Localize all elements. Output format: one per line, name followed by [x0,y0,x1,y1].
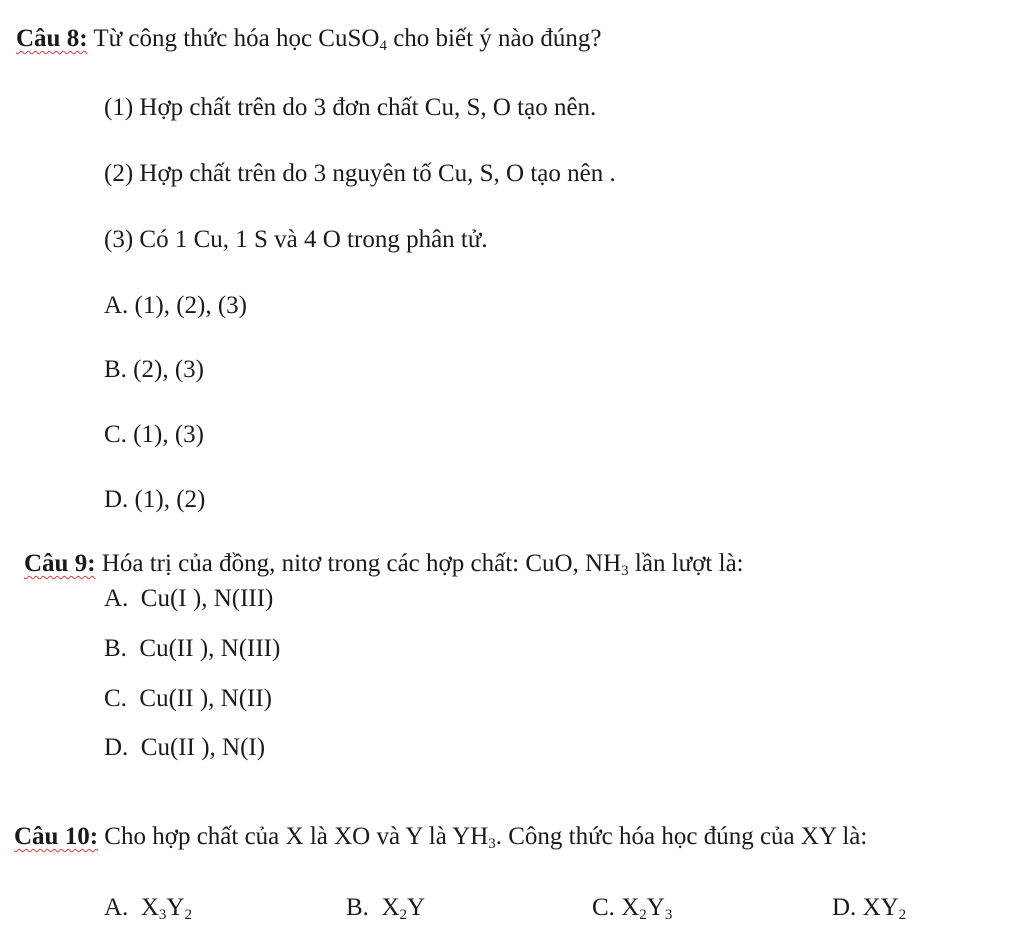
q9-stem-text: Hóa trị của đồng, nitơ trong các hợp chất: CuO, $NH_3$ lần lượt là: [95,550,744,579]
q8-stem [16,24,601,54]
q8-option-b[interactable]: B. (2), (3) [104,356,204,383]
q8-statement-2: (2) Hợp chất trên do 3 nguyên tố Cu, S, O tạo nên . [104,160,616,187]
q9-option-d[interactable]: D. Cu(II ), N(I) [104,734,266,761]
q10-stem-text: Cho hợp chất của X là XO và Y là $YH_3$. Công thức hóa học đúng của XY là: [98,823,868,852]
q9-option-b[interactable]: B. Cu(II ), N(III) [104,635,281,662]
q9-stem [24,549,744,579]
q8-option-d[interactable]: D. (1), (2) [104,486,206,513]
q10-option-a[interactable]: A. $X_3Y_2$ [104,894,192,923]
q8-option-c[interactable]: C. (1), (3) [104,421,204,448]
q8-statement-3: (3) Có 1 Cu, 1 S và 4 O trong phân tử. [104,226,488,253]
q8-option-a[interactable]: A. (1), (2), (3) [104,292,248,319]
q9-option-c[interactable]: C. Cu(II ), N(II) [104,685,273,712]
q10-option-d[interactable]: D. $XY_2$ [832,894,907,923]
q8-stem-text: Từ công thức hóa học CuSO$_4$ cho biết ý nào đúng? [93,25,602,54]
q10-stem [14,822,867,852]
q10-option-c[interactable]: C. $X_2Y_3$ [592,894,673,923]
q8-statement-1: (1) Hợp chất trên do 3 đơn chất Cu, S, O tạo nên. [104,94,597,121]
q10-option-b[interactable]: B. $X_2Y$ [346,894,426,923]
q10-label: Câu 10: [14,823,99,850]
q8-label: Câu 8: [16,25,88,52]
q9-label: Câu 9: [24,550,96,577]
q9-option-a[interactable]: A. Cu(I ), N(III) [104,585,274,612]
